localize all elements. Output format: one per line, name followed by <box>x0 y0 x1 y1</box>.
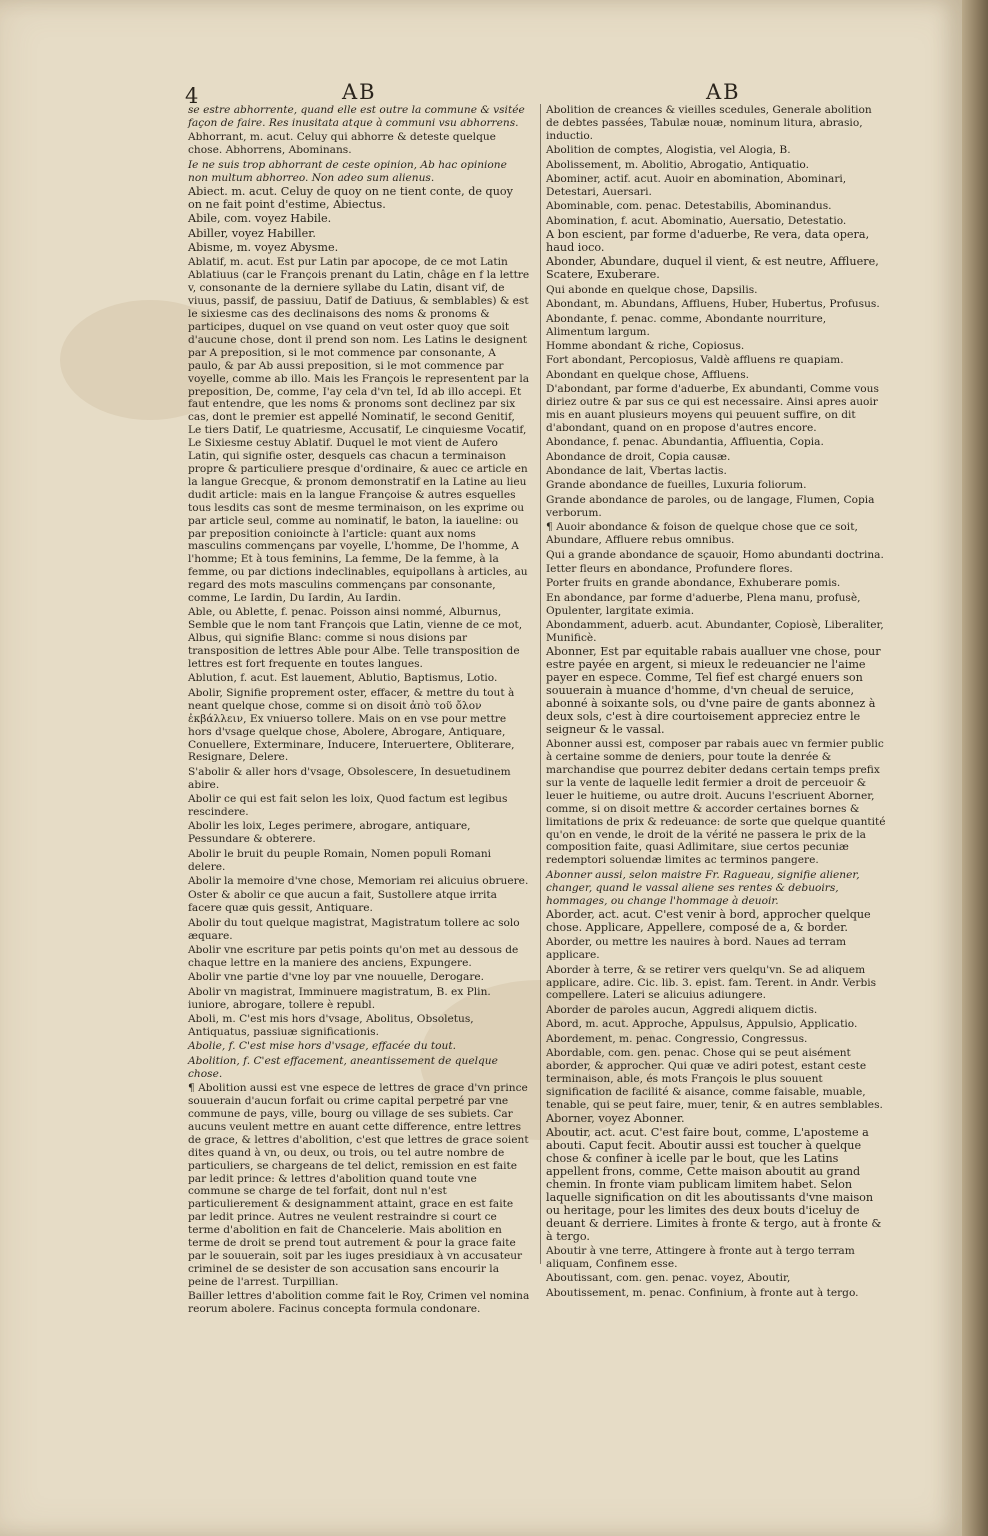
dictionary-entry: D'abondant, par forme d'aduerbe, Ex abundanti, Comme vous diriez outre & par sus ce qui est necessaire. Ainsi apres auoir mis en auant plusieurs moyens qui peuuent suffire, on dit d'abondant, quand on en propose d'autres encore. <box>546 383 879 434</box>
dictionary-entry: Aboli, m. C'est mis hors d'vsage, Abolitus, Obsoletus, Antiquatus, passiuæ significationis. <box>188 1013 474 1039</box>
page-edge <box>962 0 988 1536</box>
dictionary-entry: Abonner, Est par equitable rabais aualluer vne chose, pour estre payée en argent, si mieux le redeuancier ne l'aime payer en espece. Comme, Tel fief est chargé enuers son souuerain à muance d'homme, d'vn cheual de seruice, abonné à soixante sols, ou d'vne paire de gants abonnez à deux sols, c'est à dire courtoisement appreciez entre le seigneur & le vassal. <box>546 645 881 736</box>
dictionary-entry: Abolir vne escriture par petis points qu'on met au dessous de chaque lettre en la maniere des anciens, Expungere. <box>188 944 519 969</box>
dictionary-entry: Abord, m. acut. Approche, Appulsus, Appulsio, Applicatio. <box>546 1018 858 1031</box>
dictionary-entry: Able, ou Ablette, f. penac. Poisson ainsi nommé, Alburnus, Semble que le nom tant François que Latin, vienne de ce mot, Albus, qui signifie Blanc: comme si nous disions par transposition de lettres Able pour Albe. Telle transposition de lettres est fort frequente en toutes langues. <box>188 606 523 671</box>
dictionary-entry: Aboutir, act. acut. C'est faire bout, comme, L'aposteme a abouti. Caput fecit. Aboutir aussi est toucher à quelque chose & confiner à icelle par le bout, que les Latins appellent frons, comme, Cette maison aboutit au grand chemin. In fronte viam publicam limitem habet. Selon laquelle signification on dit les aboutissants d'vne maison ou heritage, pour les limites des deux bouts d'iceluy de deuant & derriere. Limites à fronte & tergo, aut à fronte & à tergo. <box>546 1126 882 1243</box>
dictionary-entry: Abolir vne partie d'vne loy par vne nouuelle, Derogare. <box>188 971 485 984</box>
dictionary-entry: Abisme, m. voyez Abysme. <box>188 241 339 255</box>
dictionary-entry: Porter fruits en grande abondance, Exhuberare pomis. <box>546 577 841 590</box>
running-head-right: AB <box>706 80 741 104</box>
dictionary-entry: S'abolir & aller hors d'vsage, Obsolescere, In desuetudinem abire. <box>188 765 511 791</box>
dictionary-entry: Abolir du tout quelque magistrat, Magistratum tollere ac solo æquare. <box>188 916 520 942</box>
dictionary-entry: Abonner aussi, selon maistre Fr. Ragueau, signifie aliener, changer, quand le vassal aliene ses rentes & debuoirs, hommages, ou change l'hommage à deuoir. <box>546 868 860 907</box>
dictionary-entry: A bon escient, par forme d'aduerbe, Re vera, data opera, haud ioco. <box>546 228 870 255</box>
running-head-left: AB <box>342 80 377 104</box>
dictionary-entry: Grande abondance de paroles, ou de langage, Flumen, Copia verborum. <box>546 493 875 519</box>
dictionary-entry: Abondamment, aduerb. acut. Abundanter, Copiosè, Liberaliter, Munificè. <box>546 619 884 644</box>
dictionary-entry: Qui abonde en quelque chose, Dapsilis. <box>546 283 758 296</box>
dictionary-entry: Abolir, Signifie proprement oster, effacer, & mettre du tout à neant quelque chose, comme si on disoit ἀπὸ τοῦ ὄλον ἐκβάλλειν, Ex vniuerso tollere. Mais on en vse pour mettre hors d'vsage quelque chose, Abolere, Abrogare, Antiquare, Conuellere, Exterminare, Inducere, Interuertere, Obliterare, Resignare, Delere. <box>188 686 515 764</box>
dictionary-entry: Ie ne suis trop abhorrant de ceste opinion, Ab hac opinione non multum abhorreo. Non adeo sum alienus. <box>188 158 507 184</box>
dictionary-entry: Abhorrant, m. acut. Celuy qui abhorre & deteste quelque chose. Abhorrens, Abominans. <box>188 131 496 157</box>
dictionary-entry: Abondance, f. penac. Abundantia, Affluentia, Copia. <box>546 436 824 449</box>
dictionary-entry: Abolition de creances & vieilles scedules, Generale abolition de debtes passées, Tabulæ nouæ, nominum litura, abrasio, inductio. <box>546 104 872 142</box>
dictionary-entry: Abonder, Abundare, duquel il vient, & est neutre, Affluere, Scatere, Exuberare. <box>546 255 879 282</box>
dictionary-entry: Aboutir à vne terre, Attingere à fronte aut à tergo terram aliquam, Confinem esse. <box>546 1245 855 1271</box>
dictionary-entry: ¶ Abolition aussi est vne espece de lettres de grace d'vn prince souuerain d'aucun forfait ou crime capital perpetré par vne commune de pays, ville, bourg ou village de ses subiets. Car aucuns veulent mettre en auant cette difference, entre lettres de grace, & lettres d'abolition, c'est que lettres de grace soient dites quand à vn, ou deux, ou trois, ou tel autre nombre de particuliers, se chargeans de tel delict, remission en est faite par ledit prince: & lettres d'abolition quand toute vne commune se charge de tel forfait, dont nul n'est particulierement & designamment attaint, grace en est faite par ledit prince. Autres ne veulent restraindre si court ce terme d'abolition en fait de Chancelerie. Mais abolition en terme de droit se prend tout autrement & pour la grace faite par le souuerain, soit par les iuges presidiaux à vn accusateur criminel de se desister de son accusation sans encourir la peine de l'arrest. Turpillian. <box>188 1082 529 1288</box>
dictionary-entry: Abolition de comptes, Alogistia, vel Alogia, B. <box>546 144 791 157</box>
dictionary-entry: Oster & abolir ce que aucun a fait, Sustollere atque irrita facere quæ quis gessit, Antiquare. <box>188 889 497 915</box>
dictionary-entry: Aboutissant, com. gen. penac. voyez, Aboutir, <box>546 1272 791 1285</box>
dictionary-entry: Aborder de paroles aucun, Aggredi aliquem dictis. <box>546 1003 818 1016</box>
dictionary-entry: Abondant, m. Abundans, Affluens, Huber, Hubertus, Profusus. <box>546 298 880 311</box>
left-column <box>188 104 530 1317</box>
dictionary-entry: En abondance, par forme d'aduerbe, Plena manu, profusè, Opulenter, largitate eximia. <box>546 591 861 617</box>
dictionary-entry: Abolissement, m. Abolitio, Abrogatio, Antiquatio. <box>546 158 809 171</box>
dictionary-entry: Abolir le bruit du peuple Romain, Nomen populi Romani delere. <box>188 847 492 873</box>
dictionary-entry: Abile, com. voyez Habile. <box>188 212 332 226</box>
dictionary-entry: Grande abondance de fueilles, Luxuria foliorum. <box>546 479 807 492</box>
dictionary-entry: Abondante, f. penac. comme, Abondante nourriture, Alimentum largum. <box>546 312 827 338</box>
dictionary-entry: Abondance de droit, Copia causæ. <box>546 450 731 463</box>
dictionary-entry: Homme abondant & riche, Copiosus. <box>546 339 745 352</box>
dictionary-entry: Abolir ce qui est fait selon les loix, Quod factum est legibus rescindere. <box>188 793 508 819</box>
dictionary-entry: Abonner aussi est, composer par rabais auec vn fermier public à certaine somme de deniers, pour toute la denrée & marchandise que pourrez debiter dedans certain temps prefix sur la vente de laquelle ledit fermier a droit de perceuoir & leuer le huitieme, ou autre droit. Aucuns l'escriuent Aborner, comme, si on disoit mettre & accorder certaines bornes & limitations de prix & redeuance: de sorte que quelque quantité qu'on en vende, le droit de la vérité ne passera le prix de la composition faite, quasi Adlimitare, siue certos pecuniæ redemptori soluendæ limites ac terminos pangere. <box>546 738 886 867</box>
dictionary-entry: Abondant en quelque chose, Affluens. <box>546 368 749 381</box>
dictionary-entry: Aborder, act. acut. C'est venir à bord, approcher quelque chose. Applicare, Appellere, composé de a, & border. <box>546 907 871 934</box>
dictionary-entry: ¶ Auoir abondance & foison de quelque chose que ce soit, Abundare, Affluere rebus omnibus. <box>546 521 858 547</box>
dictionary-entry: Aborner, voyez Abonner. <box>546 1112 685 1126</box>
dictionary-entry: Abolition, f. C'est effacement, aneantissement de quelque chose. <box>188 1054 498 1080</box>
right-column <box>546 104 886 1301</box>
dictionary-entry: Abiller, voyez Habiller. <box>188 226 316 240</box>
dictionary-entry: Bailler lettres d'abolition comme fait le Roy, Crimen vel nomina reorum abolere. Facinus concepta formula condonare. <box>188 1290 530 1316</box>
dictionary-entry: Abolir les loix, Leges perimere, abrogare, antiquare, Pessundare & obterere. <box>188 820 471 846</box>
dictionary-entry: Abiect. m. acut. Celuy de quoy on ne tient conte, de quoy on ne fait point d'estime, Abiectus. <box>188 184 513 211</box>
dictionary-entry: Abordement, m. penac. Congressio, Congressus. <box>546 1032 808 1045</box>
dictionary-entry: Fort abondant, Percopiosus, Valdè affluens re quapiam. <box>546 354 844 367</box>
dictionary-entry: Ablatif, m. acut. Est pur Latin par apocope, de ce mot Latin Ablatiuus (car le François prenant du Latin, châge en f la lettre v, consonante de la derniere syllabe du Latin, disant vif, de viuus, passif, de passiuu, Datif de Datiuus, & semblables) & est le sixiesme cas des declinaisons des noms & pronoms & participes, duquel on vse quand on veut oster quoy que soit d'aucune chose, dont il prend son nom. Les Latins le designent par A preposition, si le mot commence par consonante, A paulo, & par Ab aussi preposition, si le mot commence par voyelle, comme ab illo. Mais les François le representent par la preposition, De, comme, I'ay cela d'vn tel, Id ab illo accepi. Et faut entendre, que les noms & pronoms sont declinez par six cas, dont le premier est appellé Nominatif, le second Genitif, Le tiers Datif, Le quatriesme, Accusatif, Le cinquiesme Vocatif, Le Sixiesme cestuy Ablatif. Duquel le mot vient de Aufero Latin, qui signifie oster, desquels cas chacun a terminaison propre & particuliere presque d'ordinaire, & auec ce article en la langue Grecque, & pronom demonstratif en la Latine au lieu dudit article: mais en la langue Françoise & autres esquelles tous lesdits cas sont de mesme terminaison, on les exprime ou par article seul, comme au nominatif, le baton, la iaueline: ou par preposition conioincte à l'article: quant aux noms masculins commençans par voyelle, L'homme, De l'homme, A l'homme; Et à tous feminins, La femme, De la femme, à la femme, ou par dictions indeclinables, equipollans à articles, au regard des mots masculins commençans par consonante, comme, Le Iardin, Du Iardin, Au Iardin. <box>188 256 530 605</box>
dictionary-entry: Abordable, com. gen. penac. Chose qui se peut aisément aborder, & approcher. Qui quæ ve adiri potest, estant ceste terminaison, able, és mots François le plus souuent signification de facilité & aisance, comme faisable, muable, tenable, qui se peut faire, muer, tenir, & en autres semblables. <box>546 1047 883 1111</box>
dictionary-entry: Abominer, actif. acut. Auoir en abomination, Abominari, Detestari, Auersari. <box>546 173 847 198</box>
dictionary-entry: Abolir la memoire d'vne chose, Memoriam rei alicuius obruere. <box>188 875 529 888</box>
dictionary-entry: Ietter fleurs en abondance, Profundere flores. <box>546 562 793 575</box>
dictionary-entry: Ablution, f. acut. Est lauement, Ablutio, Baptismus, Lotio. <box>188 672 498 685</box>
dictionary-entry: Abolir vn magistrat, Imminuere magistratum, B. ex Plin. iuniore, abrogare, tollere è republ. <box>188 985 491 1011</box>
column-rule <box>540 104 541 1264</box>
dictionary-entry: Abolie, f. C'est mise hors d'vsage, effacée du tout. <box>188 1040 456 1053</box>
page-number: 4 <box>185 84 199 108</box>
dictionary-entry: Abomination, f. acut. Abominatio, Auersatio, Detestatio. <box>546 214 847 227</box>
dictionary-entry: Abominable, com. penac. Detestabilis, Abominandus. <box>546 200 832 213</box>
dictionary-entry: se estre abhorrente, quand elle est outre la commune & vsitée façon de faire. Res inusitata atque à communi vsu abhorrens. <box>188 104 525 129</box>
dictionary-entry: Aborder à terre, & se retirer vers quelqu'vn. Se ad aliquem applicare, adire. Cic. lib. 3. epist. fam. Terent. in Andr. Verbis compellere. Lateri se alicuius adiungere. <box>546 963 877 1002</box>
dictionary-entry: Aboutissement, m. penac. Confinium, à fronte aut à tergo. <box>546 1286 859 1299</box>
dictionary-entry: Abondance de lait, Vbertas lactis. <box>546 465 727 478</box>
dictionary-entry: Aborder, ou mettre les nauires à bord. Naues ad terram applicare. <box>546 936 846 962</box>
dictionary-entry: Qui a grande abondance de sçauoir, Homo abundanti doctrina. <box>546 548 884 561</box>
